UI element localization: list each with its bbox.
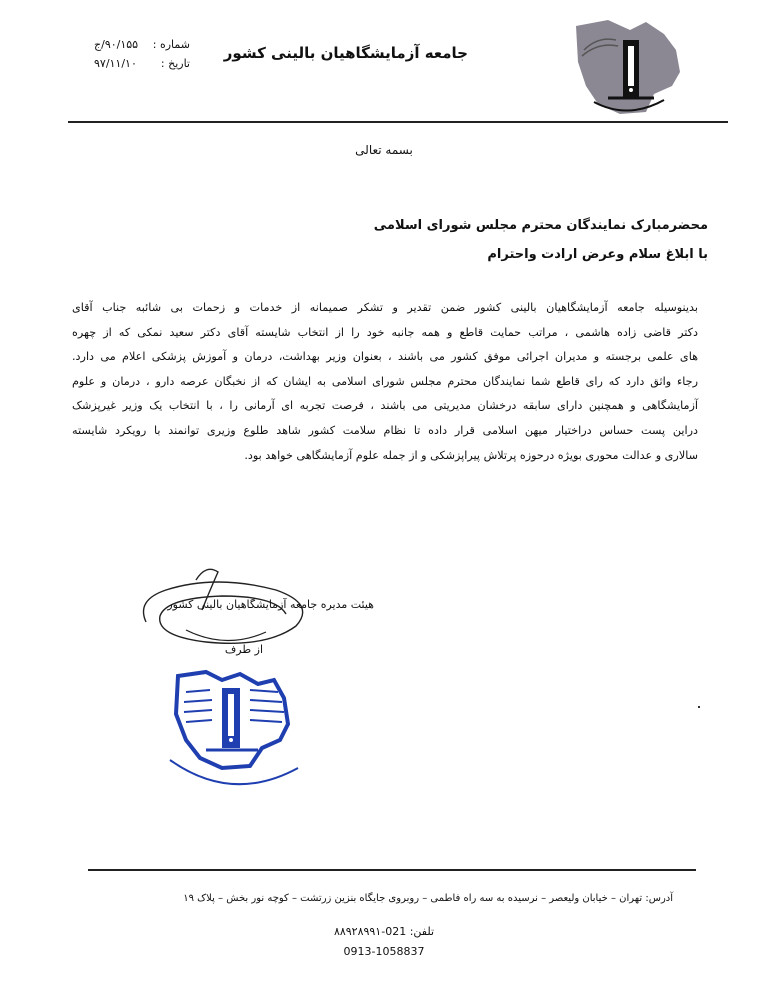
body-line: سالاری و عدالت محوری بویژه درحوزه پرتلاش پیراپزشکی و از جمله علوم آزمایشگاهی خواهد بود. [244,448,698,462]
body-line: آزمایشگاهی و همچنین دارای سابقه درخشان مدیریتی می باشند ، فرصت تجربه ای آرمانی را ، با انتخاب یک وزیر غیرپزشک [72,399,698,413]
organization-logo [568,16,693,122]
footer-address: آدرس: تهران – خیابان ولیعصر – نرسیده به سه راه فاطمی – روبروی جایگاه بنزین زرتشت – کوچه نور بخش – پلاک ۱۹ [183,893,673,904]
header-divider [68,121,728,123]
footer-phone: تلفن: 021-۸۸۹۲۸۹۹۱ [333,925,435,938]
body-line: دکتر قاضی زاده هاشمی ، مراتب حمایت قاطع و همه جانبه خود را از انتخاب شایسته آقای دکتر سعید نمکی که از چهره [72,325,698,339]
body-line: بدینوسیله جامعه آزمایشگاهیان بالینی کشور ضمن تقدیر و تشکر صمیمانه از خدمات و زحمات بی شائبه جناب آقای [72,301,698,314]
on-behalf-label: از طرف [224,643,263,656]
footer-mobile: 0913-1058837 [343,945,425,958]
footer-divider [88,869,696,871]
stray-dot [698,706,700,708]
body-line: های علمی برجسته و مدیران اجرائی موفق کشور می باشند ، بعنوان وزیر بهداشت، درمان و آموزش پزشکی اعلام می دارد. [72,350,698,364]
number-label: شماره : [152,38,190,51]
organization-title: جامعه آزمایشگاهیان بالینی کشور [223,44,468,62]
recipient-line: محضرمبارک نمایندگان محترم مجلس شورای اسلامی [373,218,708,233]
letter-body [72,296,698,468]
signatory-board: هیئت مدیره جامعه آزمایشگاهیان بالینی کشور [167,598,374,611]
body-line: رجاء واثق دارد که رای قاطع شما نمایندگان محترم مجلس شورای اسلامی به ایشان که از نخبگان عرصه دارو ، درمان و علوم [72,374,698,388]
body-line: دراین پست حساس دراختیار میهن اسلامی قرار داده تا نظام سلامت کشور شاهد طلوع وزیری توانمند با رویکرد شایسته [72,423,698,437]
greeting-line: با ابلاغ سلام وعرض ارادت واحترام [487,247,708,262]
bismillah: بسمه تعالی [355,143,413,157]
letter-date: ۹۷/۱۱/۱۰ [94,57,137,70]
organization-stamp [166,668,308,798]
letter-number: ۹۰/۱۵۵/ج [94,38,139,51]
date-label: تاریخ : [160,57,190,70]
